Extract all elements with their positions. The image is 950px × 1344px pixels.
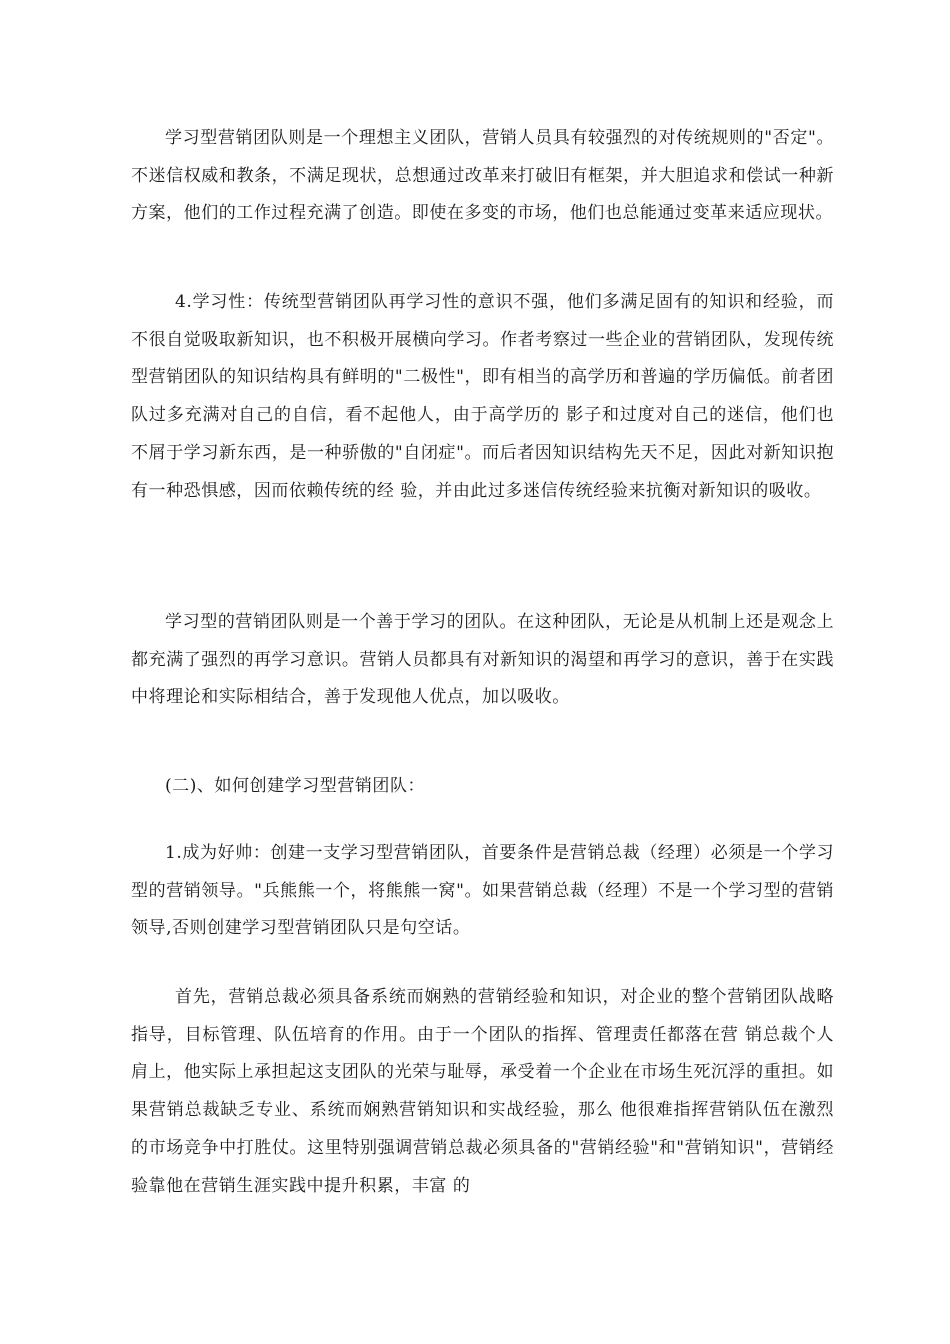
paragraph-learning-attribute: 4.学习性：传统型营销团队再学习性的意识不强，他们多满足固有的知识和经验，而不很自觉吸取新知识，也不积极开展横向学习。作者考察过一些企业的营销团队，发现传统型营销团队的知识结构具有鲜明的"二极性"，即有相当的高学历和普遍的学历偏低。前者团队过多充满对自己的自信，看不起他人，由于高学历的 影子和过度对自己的迷信，他们也不屑于学习新东西，是一种骄傲的"自闭症"。而后者因知识结构先天不足，因此对新知识抱有一种恐惧感，因而依赖传统的经 验，并由此过多迷信传统经验来抗衡对新知识的吸收。 [131,292,834,501]
paragraph-be-good-leader: 1.成为好帅：创建一支学习型营销团队，首要条件是营销总裁（经理）必须是一个学习型的营销领导。"兵熊熊一个，将熊熊一窝"。如果营销总裁（经理）不是一个学习型的营销领导,否则创建学习型营销团队只是句空话。 [131,843,834,939]
paragraph-first-leader-requirements: 首先，营销总裁必须具备系统而娴熟的营销经验和知识，对企业的整个营销团队战略指导，目标管理、队伍培育的作用。由于一个团队的指挥、管理责任都落在营 销总裁个人肩上，他实际上承担起这支团队的光荣与耻辱，承受着一个企业在市场生死沉浮的重担。如果营销总裁缺乏专业、系统而娴熟营销知识和实战经验，那么 他很难指挥营销队伍在激烈的市场竞争中打胜仗。这里特别强调营销总裁必须具备的"营销经验"和"营销知识"，营销经验靠他在营销生涯实践中提升积累，丰富 的 [131,987,834,1196]
paragraph-learning-team-idealism: 学习型营销团队则是一个理想主义团队，营销人员具有较强烈的对传统规则的"否定"。不迷信权威和教条，不满足现状，总想通过改革来打破旧有框架，并大胆追求和偿试一种新方案，他们的工作过程充满了创造。即使在多变的市场，他们也总能通过变革来适应现状。 [131,128,834,224]
paragraph-learning-team-description: 学习型的营销团队则是一个善于学习的团队。在这种团队，无论是从机制上还是观念上都充满了强烈的再学习意识。营销人员都具有对新知识的渴望和再学习的意识，善于在实践中将理论和实际相结合，善于发现他人优点，加以吸收。 [131,612,834,708]
section-heading-how-to-build: (二)、如何创建学习型营销团队： [165,776,426,796]
